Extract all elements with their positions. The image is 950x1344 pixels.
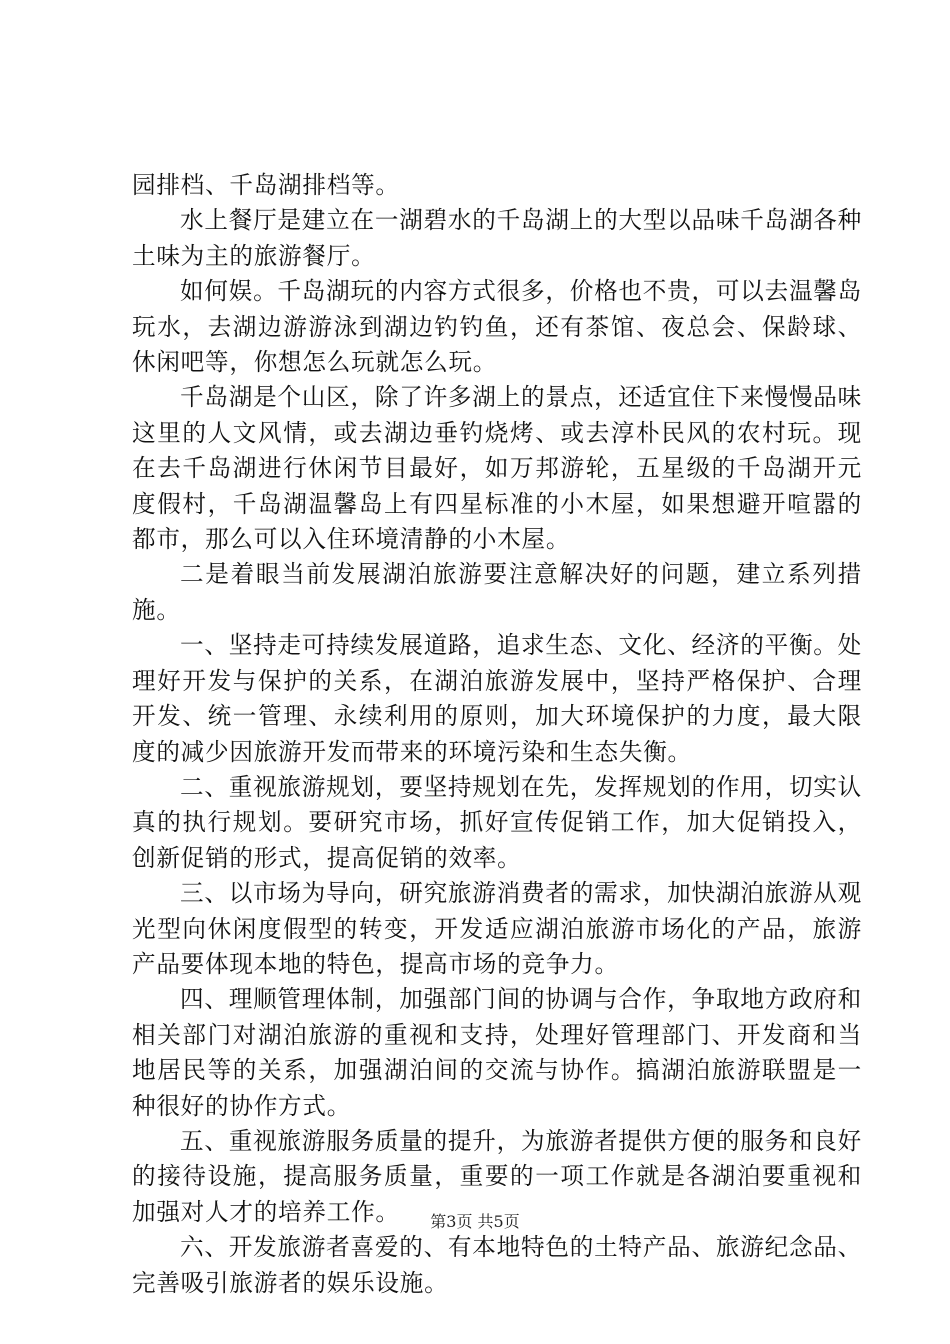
paragraph: 六、开发旅游者喜爱的、有本地特色的土特产品、旅游纪念品、完善吸引旅游者的娱乐设施。 (132, 1233, 862, 1297)
body-text (132, 168, 862, 1301)
paragraph: 二、重视旅游规划，要坚持规划在先，发挥规划的作用，切实认真的执行规划。要研究市场，抓好宣传促销工作，加大促销投入，创新促销的形式，提高促销的效率。 (132, 772, 862, 872)
paragraph: 水上餐厅是建立在一湖碧水的千岛湖上的大型以品味千岛湖各种土味为主的旅游餐厅。 (132, 206, 862, 270)
page-number-footer: 第3页 共5页 (430, 1212, 520, 1231)
paragraph: 园排档、千岛湖排档等。 (132, 171, 400, 199)
paragraph: 五、重视旅游服务质量的提升，为旅游者提供方便的服务和良好的接待设施，提高服务质量，重要的一项工作就是各湖泊要重视和加强对人才的培养工作。 (132, 1126, 862, 1226)
paragraph: 三、以市场为导向，研究旅游消费者的需求，加快湖泊旅游从观光型向休闲度假型的转变，开发适应湖泊旅游市场化的产品，旅游产品要体现本地的特色，提高市场的竞争力。 (132, 879, 862, 978)
paragraph: 二是着眼当前发展湖泊旅游要注意解决好的问题，建立系列措施。 (132, 560, 862, 624)
paragraph: 四、理顺管理体制，加强部门间的协调与合作，争取地方政府和相关部门对湖泊旅游的重视和支持，处理好管理部门、开发商和当地居民等的关系，加强湖泊间的交流与协作。搞湖泊旅游联盟是一种很好的协作方式。 (132, 985, 862, 1120)
paragraph: 一、坚持走可持续发展道路，追求生态、文化、经济的平衡。处理好开发与保护的关系，在湖泊旅游发展中，坚持严格保护、合理开发、统一管理、永续利用的原则，加大环境保护的力度，最大限度的减少因旅游开发而带来的环境污染和生态失衡。 (132, 631, 862, 766)
paragraph: 如何娱。千岛湖玩的内容方式很多，价格也不贵，可以去温馨岛玩水，去湖边游游泳到湖边钓钓鱼，还有茶馆、夜总会、保龄球、休闲吧等，你想怎么玩就怎么玩。 (132, 277, 862, 377)
paragraph: 千岛湖是个山区，除了许多湖上的景点，还适宜住下来慢慢品味这里的人文风情，或去湖边垂钓烧烤、或去淳朴民风的农村玩。现在去千岛湖进行休闲节目最好，如万邦游轮，五星级的千岛湖开元度假村，千岛湖温馨岛上有四星标准的小木屋，如果想避开喧嚣的都市，那么可以入住环境清静的小木屋。 (132, 383, 862, 554)
